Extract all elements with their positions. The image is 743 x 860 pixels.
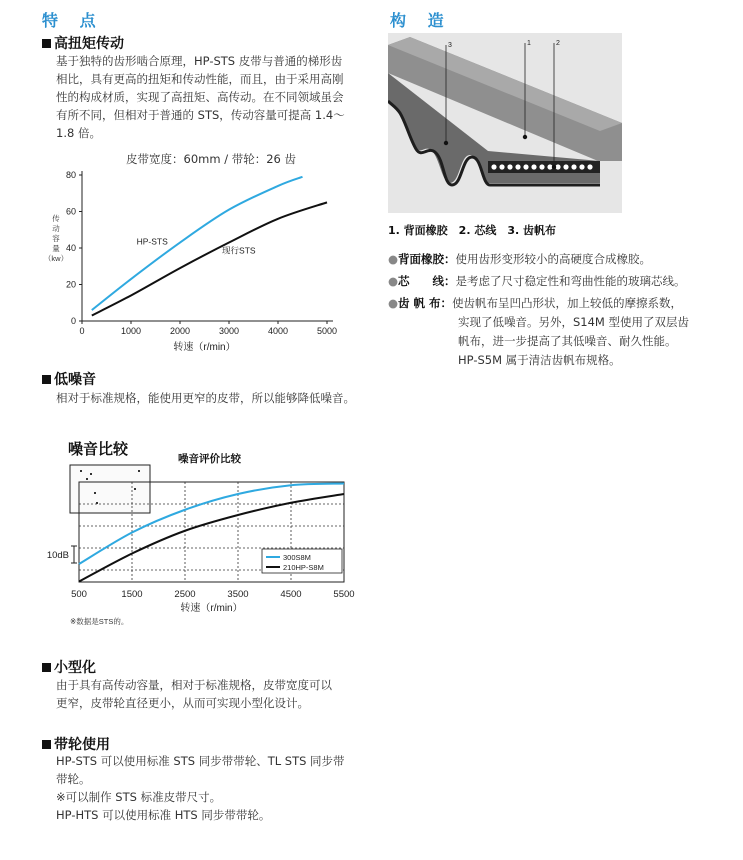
x-tick-label: 1500 [121,589,143,600]
structure-label: 齿 帆 布： [398,296,453,310]
x-tick-label: 5000 [316,326,338,336]
y-tick-label: 0 [70,316,76,326]
y-tick-label: 80 [65,170,76,180]
pulley-line: HP-HTS 可以使用标准 HTS 同步带带轮。 [56,808,271,822]
y-tick-label: 40 [65,243,76,253]
x-tick-label: 3500 [227,589,249,600]
structure-text: 使用齿形变形较小的高硬度合成橡胶。 [455,252,652,266]
torque-line: 相比，具有更高的扭矩和传动性能，而且，由于采用高刚 [56,72,344,86]
scale-label: 10dB [46,550,69,561]
structure-legend: 1. 背面橡胶 2. 芯线 3. 齿帆布 [388,224,556,237]
noise-title [42,369,96,389]
pulley-title-text: 带轮使用 [54,737,110,753]
photo-speck [138,470,140,472]
noise-panel-title: 噪音比较 [68,441,129,458]
x-tick-label: 2000 [169,326,191,336]
photo-speck [94,492,96,494]
torque-line: 性的构成材质，实现了高扭矩、高传动。在不同领域虽会 [56,90,344,104]
torque-line: 1.8 倍。 [56,126,101,140]
x-tick-label: 1000 [120,326,142,336]
compact-description [56,676,332,712]
structure-text: HP-S5M 属于清洁齿帆布规格。 [458,353,621,367]
structure-text: 实现了低噪音。另外，S14M 型使用了双层齿 [458,315,690,329]
x-axis-label: 转速（r/min） [180,603,243,614]
callout-1: 1 [527,40,531,47]
structure-label: 背面橡胶： [398,252,456,266]
noise-chart [38,432,368,632]
x-tick-label: 4500 [280,589,302,600]
y-tick-label: 20 [65,279,76,290]
photo-speck [86,478,88,480]
y-axis-label: 传 [52,214,60,223]
torque-line: 基于独特的齿形啮合原理，HP-STS 皮带与普通的梯形齿 [56,54,343,68]
compact-title [42,657,96,677]
pulley-line: ※可以制作 STS 标准皮带尺寸。 [56,790,222,804]
structure-text: 帆布，进一步提高了其低噪音、耐久性能。 [458,334,677,348]
structure-label: 芯 线： [398,274,456,288]
structure-item-back-rubber [388,250,718,269]
photo-speck [80,470,82,472]
series-label-hp-sts: HP-STS [136,236,168,247]
belt-cross-section [388,33,622,213]
callout-3: 3 [448,42,452,49]
x-tick-label: 5500 [333,589,355,600]
torque-title [42,33,124,53]
compact-line: 由于具有高传动容量，相对于标准规格，皮带宽度可以 [56,678,332,692]
compact-title-text: 小型化 [54,660,96,676]
x-axis-label: 转速（r/min） [173,342,236,353]
structure-heading: 构 造 [390,11,452,30]
y-tick-label: 60 [65,206,76,217]
x-tick-label: 2500 [174,589,196,600]
series-label-current-sts: 现行STS [222,245,256,256]
torque-line: 有所不同，但相对于普通的 STS，传动容量可提高 1.4～ [56,108,345,122]
pulley-description [56,752,345,824]
y-axis-label: 动 [52,224,60,233]
torque-chart-caption: 皮带宽度：60mm / 带轮：26 齿 [126,152,297,166]
structure-text: 使齿帆布呈凹凸形状，加上较低的摩擦系数， [452,296,683,310]
series-line-1 [92,202,327,315]
x-tick-label: 500 [71,589,87,600]
photo-speck [90,473,92,475]
x-tick-label: 0 [79,326,85,336]
features-heading: 特 点 [42,11,104,30]
pulley-title [42,734,110,754]
noise-description: 相对于标准规格，能使用更窄的皮带，所以能够降低噪音。 [56,391,355,405]
structure-item-tooth-fabric [388,294,728,370]
data-note: ※数据是STS的。 [70,617,129,626]
bullet: ● [388,296,399,310]
callout-2: 2 [556,40,560,47]
photo-speck [134,488,136,490]
pulley-line: HP-STS 可以使用标准 STS 同步带带轮、TL STS 同步带 [56,754,345,768]
belt-structure-illustration [388,33,622,213]
compact-line: 更窄，皮带轮直径更小，从而可实现小型化设计。 [56,696,309,710]
x-tick-label: 3000 [218,326,240,336]
legend-label: 300S8M [283,553,311,562]
structure-item-core-cord [388,272,718,291]
y-axis-label: （kw） [43,254,69,263]
bullet: ● [388,274,399,288]
torque-title-text: 高扭矩传动 [54,36,124,52]
noise-title-text: 低噪音 [54,372,96,388]
test-rig-photo [70,465,150,513]
pulley-line: 带轮。 [56,772,91,786]
structure-text: 是考虑了尺寸稳定性和弯曲性能的玻璃芯线。 [455,274,686,288]
y-axis-label: 容 [52,234,60,243]
series-line-0 [92,177,303,310]
noise-chart-title: 噪音评价比较 [178,453,241,465]
torque-description [56,52,376,142]
bullet: ● [388,252,399,266]
y-axis-label: 量 [52,244,60,253]
legend-label: 210HP-S8M [283,563,324,572]
x-tick-label: 4000 [267,326,289,336]
torque-chart [40,165,360,360]
